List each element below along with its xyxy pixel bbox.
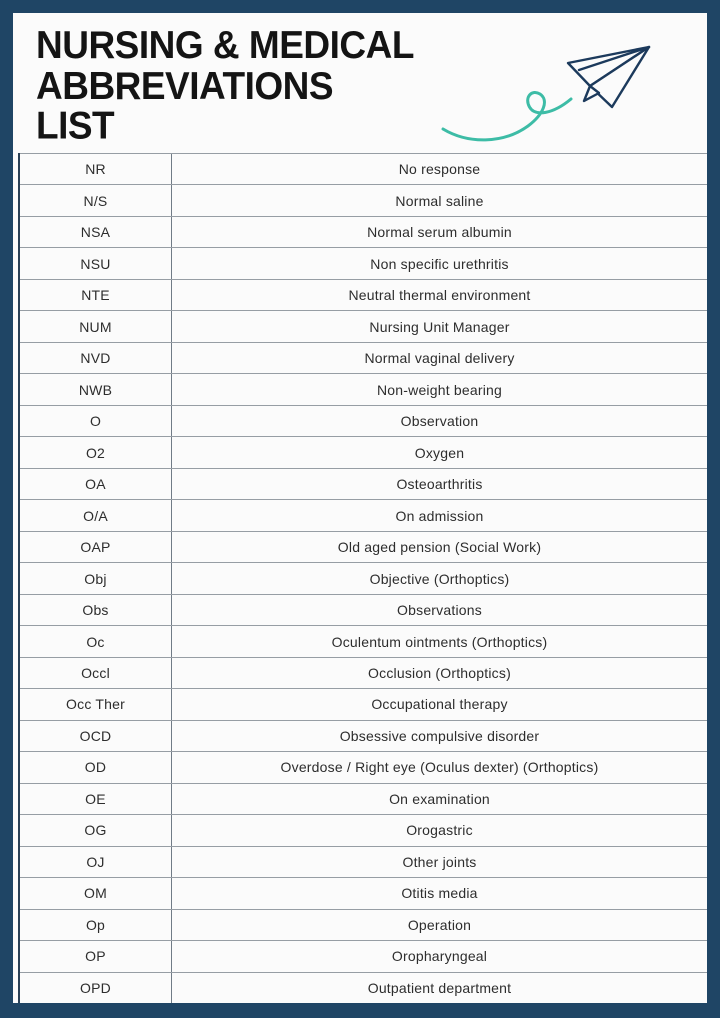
table-row bbox=[20, 940, 707, 971]
table-row bbox=[20, 720, 707, 751]
table-row bbox=[20, 279, 707, 310]
meaning-cell: Orogastric bbox=[406, 822, 473, 839]
meaning-cell: Oropharyngeal bbox=[391, 948, 488, 965]
table-row bbox=[20, 247, 707, 278]
page-title bbox=[36, 23, 414, 147]
abbreviation-cell: NSU bbox=[20, 248, 172, 278]
table-row bbox=[20, 562, 707, 593]
meaning-cell: Operation bbox=[407, 916, 472, 933]
meaning-cell: Overdose / Right eye (Oculus dexter) (Orthoptics) bbox=[280, 759, 599, 776]
meaning-cell: Outpatient department bbox=[367, 979, 512, 996]
meaning-cell: On admission bbox=[395, 507, 484, 524]
table-row bbox=[20, 594, 707, 625]
abbreviation-cell: Occ Ther bbox=[20, 689, 172, 719]
meaning-cell: Obsessive compulsive disorder bbox=[339, 727, 540, 744]
table-row bbox=[20, 184, 707, 215]
abbreviations-table bbox=[18, 153, 707, 1003]
meaning-cell: On examination bbox=[389, 790, 490, 807]
abbreviation-cell: O bbox=[20, 406, 172, 436]
meaning-cell: Osteoarthritis bbox=[396, 476, 483, 493]
meaning-cell: Oculentum ointments (Orthoptics) bbox=[331, 633, 548, 650]
abbreviation-cell: OP bbox=[20, 941, 172, 971]
table-row bbox=[20, 436, 707, 467]
meaning-cell: Old aged pension (Social Work) bbox=[337, 539, 542, 556]
abbreviation-cell: NTE bbox=[20, 280, 172, 310]
abbreviation-cell: N/S bbox=[20, 185, 172, 215]
meaning-cell: Other joints bbox=[402, 853, 477, 870]
abbreviation-cell: OAP bbox=[20, 532, 172, 562]
table-row bbox=[20, 814, 707, 845]
swirl-trail-icon bbox=[443, 92, 571, 139]
abbreviation-cell: OPD bbox=[20, 973, 172, 1003]
table-row bbox=[20, 468, 707, 499]
table-row bbox=[20, 877, 707, 908]
meaning-cell: Nursing Unit Manager bbox=[369, 318, 510, 335]
table-row bbox=[20, 688, 707, 719]
meaning-cell: Neutral thermal environment bbox=[348, 287, 531, 304]
abbreviation-cell: NUM bbox=[20, 311, 172, 341]
table-row bbox=[20, 625, 707, 656]
meaning-cell: Normal serum albumin bbox=[367, 224, 512, 241]
meaning-cell: Normal vaginal delivery bbox=[364, 350, 515, 367]
table-row bbox=[20, 153, 707, 184]
table-row bbox=[20, 310, 707, 341]
abbreviation-cell: O/A bbox=[20, 500, 172, 530]
page-title-line-2: ABBREVIATIONS bbox=[36, 63, 334, 107]
meaning-cell: Normal saline bbox=[395, 192, 484, 209]
abbreviation-cell: OA bbox=[20, 469, 172, 499]
table-row bbox=[20, 342, 707, 373]
plane-outline bbox=[568, 47, 649, 107]
abbreviation-cell: NSA bbox=[20, 217, 172, 247]
meaning-cell: Otitis media bbox=[401, 885, 478, 902]
header bbox=[13, 13, 707, 153]
abbreviation-cell: OJ bbox=[20, 847, 172, 877]
abbreviation-cell: OE bbox=[20, 784, 172, 814]
table-row bbox=[20, 909, 707, 940]
table-row bbox=[20, 657, 707, 688]
page-title-line-1: NURSING & MEDICAL bbox=[36, 23, 414, 67]
meaning-cell: Non specific urethritis bbox=[370, 255, 509, 272]
abbreviation-cell: NR bbox=[20, 154, 172, 184]
meaning-cell: Objective (Orthoptics) bbox=[369, 570, 510, 587]
abbreviation-cell: OCD bbox=[20, 721, 172, 751]
abbreviation-cell: Obj bbox=[20, 563, 172, 593]
abbreviation-cell: Obs bbox=[20, 595, 172, 625]
meaning-cell: No response bbox=[398, 161, 481, 178]
table-row bbox=[20, 846, 707, 877]
table-row bbox=[20, 405, 707, 436]
table-row bbox=[20, 972, 707, 1003]
table-row bbox=[20, 751, 707, 782]
abbreviation-cell: OM bbox=[20, 878, 172, 908]
meaning-cell: Occupational therapy bbox=[371, 696, 508, 713]
abbreviation-cell: Op bbox=[20, 910, 172, 940]
table-row bbox=[20, 499, 707, 530]
table-row bbox=[20, 216, 707, 247]
meaning-cell: Oxygen bbox=[414, 444, 465, 461]
table-row bbox=[20, 373, 707, 404]
table-row bbox=[20, 531, 707, 562]
abbreviation-cell: NVD bbox=[20, 343, 172, 373]
abbreviation-cell: OG bbox=[20, 815, 172, 845]
abbreviation-cell: NWB bbox=[20, 374, 172, 404]
meaning-cell: Occlusion (Orthoptics) bbox=[368, 664, 511, 681]
table-row bbox=[20, 783, 707, 814]
abbreviation-cell: O2 bbox=[20, 437, 172, 467]
page-title-line-3: LIST bbox=[36, 104, 115, 147]
abbreviation-cell: OD bbox=[20, 752, 172, 782]
abbreviation-cell: Oc bbox=[20, 626, 172, 656]
abbreviation-cell: Occl bbox=[20, 658, 172, 688]
page-content-area bbox=[13, 13, 707, 1003]
meaning-cell: Observation bbox=[400, 413, 479, 430]
paper-plane-icon bbox=[433, 31, 703, 153]
meaning-cell: Non-weight bearing bbox=[376, 381, 502, 398]
meaning-cell: Observations bbox=[397, 602, 482, 619]
